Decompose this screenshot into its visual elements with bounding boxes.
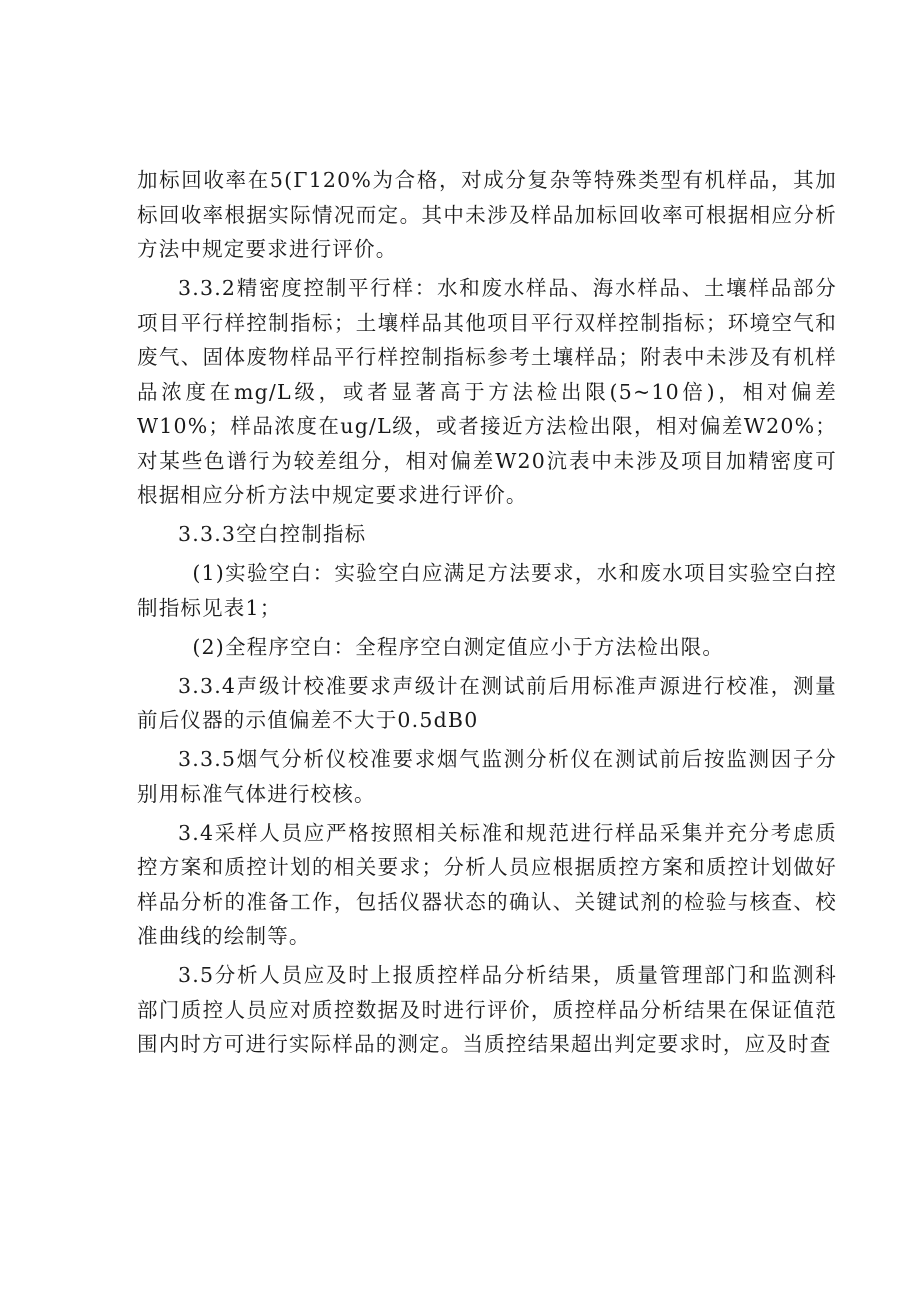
paragraph-3-3-3-blank-control: 3.3.3空白控制指标 xyxy=(178,522,367,546)
paragraph-3-3-5-flue-gas: 3.3.5烟气分析仪校准要求烟气监测分析仪在测试前后按监测因子分别用标准气体进行校核。 xyxy=(137,747,837,806)
paragraph-3-3-4-sound-level: 3.3.4声级计校准要求声级计在测试前后用标准声源进行校准，测量前后仪器的示值偏差不大于0.5dB0 xyxy=(137,673,837,732)
paragraph-3-4-sampling: 3.4采样人员应严格按照相关标准和规范进行样品采集并充分考虑质控方案和质控计划的相关要求；分析人员应根据质控方案和质控计划做好样品分析的准备工作，包括仪器状态的确认、关键试剂的检验与核查、校准曲线的绘制等。 xyxy=(137,820,837,948)
document-body xyxy=(137,163,837,1066)
paragraph-recovery-rate: 加标回收率在5(Γ120%为合格，对成分复杂等特殊类型有机样品，其加标回收率根据实际情况而定。其中未涉及样品加标回收率可根据相应分析方法中规定要求进行评价。 xyxy=(137,168,837,261)
paragraph-lab-blank: (1)实验空白：实验空白应满足方法要求，水和废水项目实验空白控制指标见表1； xyxy=(137,561,837,620)
paragraph-full-procedure-blank: (2)全程序空白：全程序空白测定值应小于方法检出限。 xyxy=(192,634,725,659)
paragraph-3-5-reporting: 3.5分析人员应及时上报质控样品分析结果，质量管理部门和监测科部门质控人员应对质控数据及时进行评价，质控样品分析结果在保证值范围内时方可进行实际样品的测定。当质控结果超出判定要求时，应及时查 xyxy=(137,963,837,1056)
paragraph-3-3-2-precision: 3.3.2精密度控制平行样：水和废水样品、海水样品、土壤样品部分项目平行样控制指标；土壤样品其他项目平行双样控制指标；环境空气和废气、固体废物样品平行样控制指标参考土壤样品；附表中未涉及有机样品浓度在mg/L级，或者显著高于方法检出限(5~10倍)，相对偏差W10%；样品浓度在ug/L级，或者接近方法检出限，相对偏差W20%；对某些色谱行为较差组分，相对偏差W20沆表中未涉及项目加精密度可根据相应分析方法中规定要求进行评价。 xyxy=(137,276,837,507)
